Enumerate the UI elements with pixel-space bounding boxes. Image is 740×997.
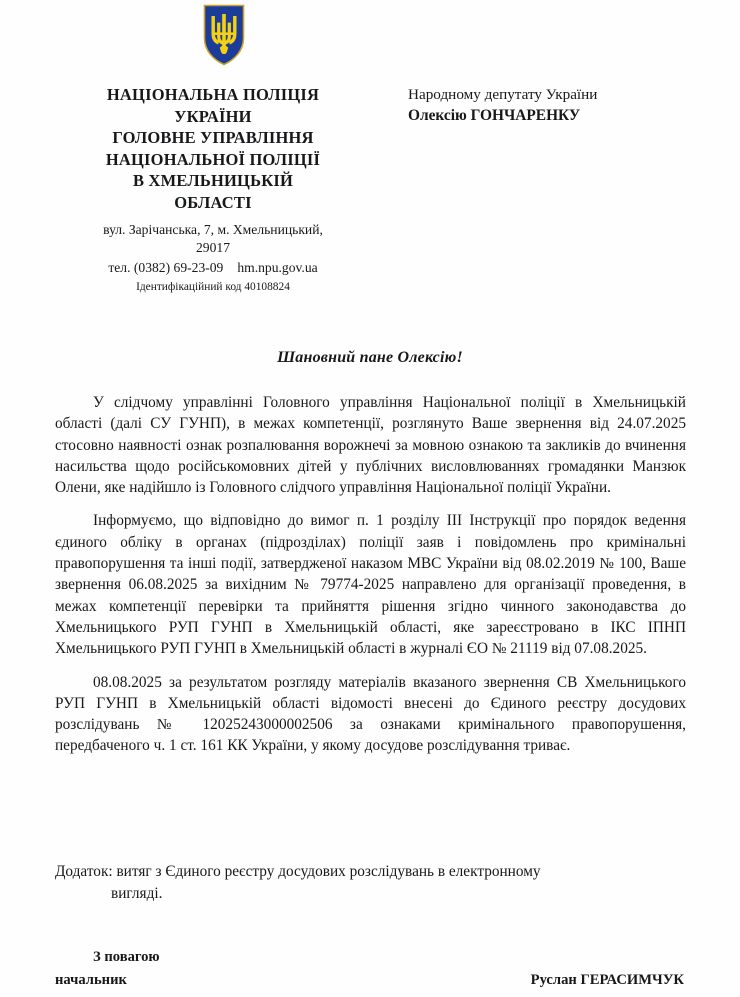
signature-row [55,969,686,991]
address-postcode: 29017 [196,240,230,255]
organization-line-2: УКРАЇНИ [174,106,252,126]
addressee-block [408,84,708,126]
attachment-line-2: вигляді. [111,885,163,902]
letter-body [55,392,686,757]
organization-line-5: В ХМЕЛЬНИЦЬКІЙ [132,171,294,190]
website-link[interactable]: hm.npu.gov.ua [237,260,318,275]
address-street: вул. Зарічанська, 7, м. Хмельницький, [103,222,323,237]
organization-line-1: НАЦІОНАЛЬНА ПОЛІЦІЯ [106,85,320,104]
addressee-title: Народному депутату України [408,86,598,103]
body-paragraph-2: Інформуємо, що відповідно до вимог п. 1 розділу III Інструкції про порядок ведення єдиного обліку в органах (підрозділах) поліції заяв і повідомлень про кримінальні правопорушення та інші події, затвердженої наказом МВС України від 08.02.2019 № 100, Ваше звернення 06.08.2025 за вихідним № 79774-2025 направлено для організації проведення, в межах компетенції перевірки та прийняття рішення згідно чинного законодавства до Хмельницького РУП ГУНП в Хмельницькій області, яке зареєстровано в ІКС ІПНП Хмельницького РУП ГУНП в Хмельницькій області в журналі ЄО № 21119 від 07.08.2025. [55,512,686,658]
organization-line-3: ГОЛОВНЕ УПРАВЛІННЯ [112,128,314,147]
signature-block [55,946,686,991]
signatory-name: Руслан ГЕРАСИМЧУК [530,972,684,988]
organization-line-4: НАЦІОНАЛЬНОЇ ПОЛІЦІЇ [105,149,321,169]
body-paragraph-1: У слідчому управлінні Головного управління Національної поліції в Хмельницькій області (далі СУ ГУНП), в межах компетенції, розглянуто Ваше звернення від 24.07.2025 стосовно наявності ознак розпалювання ворожнечі за мовною ознакою та закликів до вчинення насильства щодо російськомовних дітей у публічних висловлюваннях громадянки Манзюк Олени, яке надійшло із Головного слідчого управління Національної поліції України. [55,394,686,497]
closing-phrase: З повагою [93,949,160,965]
identification-code: Ідентифікаційний код 40108824 [136,281,290,293]
contact-line [48,259,378,277]
attachment-note [55,861,686,905]
organization-line-6: ОБЛАСТІ [174,192,252,212]
postal-address [48,221,378,257]
addressee-name: Олексію ГОНЧАРЕНКУ [408,107,581,124]
letter-header [0,84,740,324]
body-paragraph-3: 08.08.2025 за результатом розгляду матеріалів вказаного звернення СВ Хмельницького РУП ГУНП в Хмельницькій області відомості внесені до Єдиного реєстру досудових розслідувань № 12025243000002506 за ознаками кримінального правопорушення, передбаченого ч. 1 ст. 161 КК України, у якому досудове розслідування триває. [55,673,686,755]
organization-name [48,84,378,213]
letterhead-block [48,84,378,295]
ukraine-coat-of-arms-icon [203,4,245,66]
attachment-line-1: Додаток: витяг з Єдиного реєстру досудових розслідувань в електронному [55,863,541,880]
signatory-position: начальник [55,972,127,988]
phone-number: тел. (0382) 69-23-09 [108,260,224,275]
salutation: Шановний пане Олексію! [277,349,463,366]
